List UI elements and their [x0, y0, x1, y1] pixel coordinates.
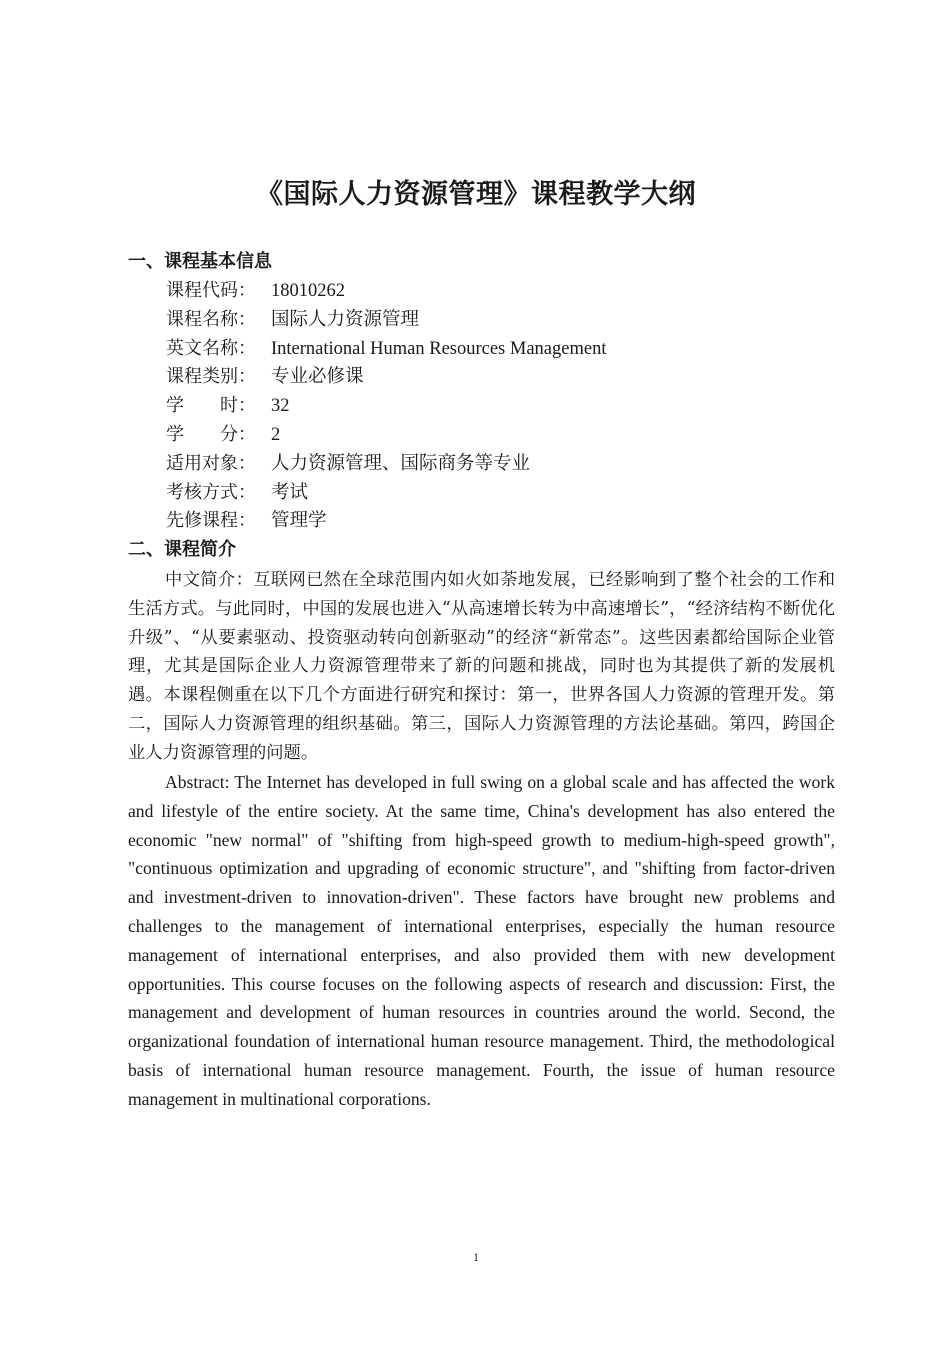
info-label: 课程名称： — [166, 308, 256, 330]
info-value: 专业必修课 — [271, 367, 364, 388]
info-label: 先修课程： — [166, 510, 256, 532]
info-row-credits — [166, 421, 606, 450]
info-label: 学 分： — [166, 423, 256, 445]
chinese-intro-paragraph: 中文简介：互联网已然在全球范围内如火如荼地发展，已经影响到了整个社会的工作和生活方式。与此同时，中国的发展也进入“从高速增长转为中高速增长”，“经济结构不断优化升级”、“从要素驱动、投资驱动转向创新驱动”的经济“新常态”。这些因素都给国际企业管理，尤其是国际企业人力资源管理带来了新的问题和挑战，同时也为其提供了新的发展机遇。本课程侧重在以下几个方面进行研究和探讨：第一，世界各国人力资源的管理开发。第二，国际人力资源管理的组织基础。第三，国际人力资源管理的方法论基础。第四，跨国企业人力资源管理的问题。 — [128, 570, 835, 763]
document-title: 《国际人力资源管理》课程教学大纲 — [256, 179, 696, 210]
info-label: 课程代码： — [166, 280, 256, 301]
page-number: 1 — [473, 1250, 479, 1264]
info-value: 18010262 — [271, 281, 345, 301]
info-label: 考核方式： — [166, 481, 256, 503]
info-value: 32 — [271, 396, 290, 417]
info-label: 课程类别： — [166, 366, 256, 388]
info-value: 人力资源管理、国际商务等专业 — [271, 453, 531, 474]
info-label: 适用对象： — [166, 452, 256, 474]
info-row-assessment — [166, 479, 606, 508]
info-row-target-audience — [166, 450, 606, 479]
section-heading-basic-info: 一、课程基本信息 — [128, 251, 272, 272]
info-row-hours — [166, 392, 606, 421]
info-row-course-category — [166, 363, 606, 392]
info-row-prerequisite — [166, 507, 606, 536]
info-row-course-name — [166, 306, 606, 335]
info-value: 管理学 — [271, 511, 327, 532]
info-label: 学 时： — [166, 395, 256, 417]
info-row-english-name — [166, 335, 606, 364]
info-value: 考试 — [271, 482, 309, 503]
info-value: International Human Resources Management — [271, 338, 607, 359]
section-heading-course-intro: 二、课程简介 — [128, 539, 236, 560]
course-info-list — [166, 277, 606, 536]
info-value: 国际人力资源管理 — [271, 309, 420, 330]
info-label: 英文名称： — [166, 337, 256, 359]
english-abstract-paragraph: Abstract: The Internet has developed in full swing on a global scale and has affected the work and lifestyle of the entire society. At the same time, China's development has also entered the economic "new normal" of "shifting from high-speed growth to medium-high-speed growth", "continuous optimization and upgrading of economic structure", and "shifting from factor-driven and investment-driven to innovation-driven". These factors have brought new problems and challenges to the management of international enterprises, especially the human resource management of international enterprises, and also provided them with new development opportunities. This course focuses on the following aspects of research and discussion: First, the management and development of human resources in countries around the world. Second, the organizational foundation of international human resource management. Third, the methodological basis of international human resource management. Fourth, the issue of human resource management in multinational corporations. — [128, 772, 835, 1109]
info-row-course-code — [166, 277, 606, 306]
info-value: 2 — [271, 424, 281, 445]
